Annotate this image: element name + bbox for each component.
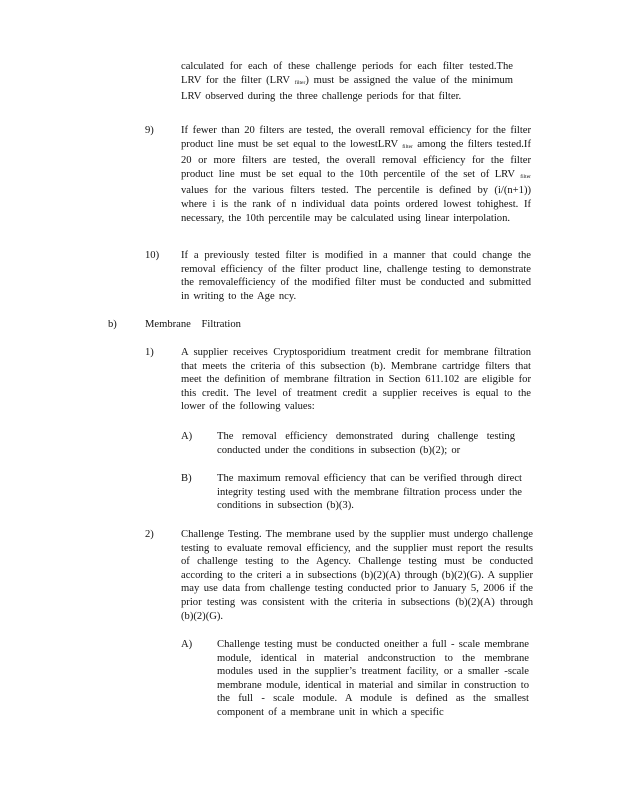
- item-1-marker: 1): [145, 347, 154, 358]
- item-2a-marker: A): [181, 639, 193, 650]
- intro-paragraph: calculated for each of these challenge periods for each filter tested.The LRV for the filter (LRV filter) must be assigned the value of the minimum LRV observed during the three challenge periods for that filter.: [181, 61, 514, 103]
- item-1a-marker: A): [181, 431, 193, 442]
- item-1b-paragraph: The maximum removal efficiency that can be verified through direct integrity testing used with the membrane filtration process under the conditions in subsection (b)(3).: [217, 473, 522, 512]
- item-2-marker: 2): [145, 529, 154, 540]
- item-1a-paragraph: The removal efficiency demonstrated during challenge testing conducted under the conditions in subsection (b)(2); or: [217, 431, 515, 456]
- item-1b-marker: B): [181, 473, 192, 484]
- item-2-paragraph: Challenge Testing. The membrane used by the supplier must undergo challenge testing to evaluate removal efficiency, and the supplier must report the results of challenge testing to the Agency. Challenge testing must be conducted according to the criteri a in subsections (b)(2)(A) through (b)(2)(G). A supplier may use data from challenge testing conducted prior to January 5, 2006 if the prior testing was consistent with the criteria in subsections (b)(2)(A) through (b)(2)(G).: [181, 529, 533, 622]
- section-b-marker: b): [108, 319, 117, 330]
- item-10-marker: 10): [145, 250, 160, 261]
- section-b-heading: Membrane Filtration: [145, 319, 241, 330]
- item-9-paragraph: If fewer than 20 filters are tested, the overall removal efficiency for the filter product line must be set equal to the lowestLRV filter among the filters tested.If 20 or more filters are tested, the overall removal efficiency for the filter product line must be set equal to the 10th percentile of the set of LRV filter values for the various filters tested. The percentile is defined by (i/(n+1)) where i is the rank of n individual data points ordered lowest tohighest. If necessary, the 10th percentile may be calculated using linear interpolation.: [181, 125, 531, 224]
- item-10-paragraph: If a previously tested filter is modified in a manner that could change the removal efficiency of the filter product line, challenge testing to demonstrate the removalefficiency of the modified filter must be conducted and submitted in writing to the Age ncy.: [181, 250, 531, 302]
- item-1-paragraph: A supplier receives Cryptosporidium treatment credit for membrane filtration that meets the criteria of this subsection (b). Membrane cartridge filters that meet the definition of membrane filtration in Section 611.102 are eligible for this credit. The level of treatment credit a supplier receives is equal to the lower of the following values:: [181, 347, 531, 413]
- item-9-marker: 9): [145, 125, 154, 136]
- item-2a-paragraph: Challenge testing must be conducted oneither a full - scale membrane module, identical in material andconstruction to the membrane modules used in the supplier’s treatment facility, or a smaller -scale membrane module, identical in material and similar in construction to the full - scale module. A module is defined as the smallest component of a membrane unit in which a specific: [217, 639, 529, 718]
